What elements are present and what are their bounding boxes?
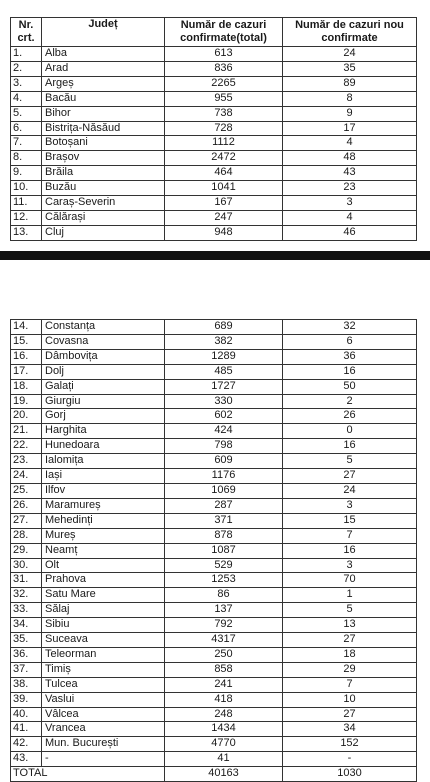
county-name: Argeș	[42, 76, 165, 91]
county-name: Ialomița	[42, 454, 165, 469]
table-row	[11, 752, 417, 767]
row-number: 9.	[11, 166, 42, 181]
total-confirmed-cell: 424	[165, 424, 283, 439]
county-name: Satu Mare	[42, 588, 165, 603]
county-name: Caraș-Severin	[42, 196, 165, 211]
new-confirmed-cell: 8	[283, 91, 417, 106]
row-number: 25.	[11, 483, 42, 498]
header-row	[11, 18, 417, 47]
row-number: 40.	[11, 707, 42, 722]
cases-table-part1	[10, 17, 417, 241]
table-row	[11, 498, 417, 513]
new-confirmed-cell: 13	[283, 618, 417, 633]
total-confirmed: 40163	[165, 767, 283, 782]
row-number: 5.	[11, 106, 42, 121]
table-row	[11, 334, 417, 349]
total-confirmed-cell: 792	[165, 618, 283, 633]
county-name: Cluj	[42, 225, 165, 240]
new-confirmed-cell: 27	[283, 469, 417, 484]
new-confirmed-cell: 34	[283, 722, 417, 737]
total-label: TOTAL	[11, 767, 165, 782]
row-number: 42.	[11, 737, 42, 752]
row-number: 19.	[11, 394, 42, 409]
new-confirmed-cell: 4	[283, 136, 417, 151]
county-name: Giurgiu	[42, 394, 165, 409]
total-confirmed-cell: 738	[165, 106, 283, 121]
row-number: 15.	[11, 334, 42, 349]
row-number: 10.	[11, 181, 42, 196]
new-confirmed-cell: 36	[283, 349, 417, 364]
row-number: 8.	[11, 151, 42, 166]
county-name: Neamț	[42, 543, 165, 558]
total-confirmed-cell: 41	[165, 752, 283, 767]
row-number: 30.	[11, 558, 42, 573]
county-name: Dolj	[42, 364, 165, 379]
total-confirmed-cell: 2265	[165, 76, 283, 91]
total-confirmed-cell: 371	[165, 513, 283, 528]
page-divider	[0, 251, 430, 260]
row-number: 34.	[11, 618, 42, 633]
total-confirmed-cell: 1041	[165, 181, 283, 196]
county-name: -	[42, 752, 165, 767]
new-confirmed-cell: 2	[283, 394, 417, 409]
new-confirmed-cell: 16	[283, 364, 417, 379]
county-name: Suceava	[42, 633, 165, 648]
table-row	[11, 61, 417, 76]
row-number: 23.	[11, 454, 42, 469]
row-number: 39.	[11, 692, 42, 707]
row-number: 14.	[11, 320, 42, 335]
table-row	[11, 647, 417, 662]
total-confirmed-cell: 798	[165, 439, 283, 454]
total-confirmed-cell: 1289	[165, 349, 283, 364]
total-confirmed-cell: 86	[165, 588, 283, 603]
total-confirmed-cell: 728	[165, 121, 283, 136]
table-row	[11, 707, 417, 722]
total-confirmed-cell: 167	[165, 196, 283, 211]
county-name: Alba	[42, 47, 165, 62]
county-name: Mun. București	[42, 737, 165, 752]
table-row	[11, 349, 417, 364]
table-row	[11, 573, 417, 588]
total-confirmed-cell: 4317	[165, 633, 283, 648]
table-row	[11, 364, 417, 379]
total-row	[11, 767, 417, 782]
total-confirmed-cell: 529	[165, 558, 283, 573]
new-confirmed-cell: 3	[283, 498, 417, 513]
row-number: 35.	[11, 633, 42, 648]
header-nr-line1: Nr.	[18, 19, 34, 31]
cases-table-part2	[10, 319, 417, 782]
table-row	[11, 424, 417, 439]
county-name: Bihor	[42, 106, 165, 121]
new-confirmed-cell: 6	[283, 334, 417, 349]
county-name: Brașov	[42, 151, 165, 166]
new-confirmed-cell: 29	[283, 662, 417, 677]
county-name: Constanța	[42, 320, 165, 335]
row-number: 4.	[11, 91, 42, 106]
table-row	[11, 76, 417, 91]
row-number: 31.	[11, 573, 42, 588]
row-number: 36.	[11, 647, 42, 662]
county-name: Arad	[42, 61, 165, 76]
total-confirmed-cell: 137	[165, 603, 283, 618]
new-confirmed-cell: 1	[283, 588, 417, 603]
header-new-line1: Număr de cazuri nou	[295, 19, 404, 31]
header-nr	[11, 18, 42, 47]
header-total-line1: Număr de cazuri	[180, 19, 267, 31]
total-confirmed-cell: 247	[165, 210, 283, 225]
county-name: Vaslui	[42, 692, 165, 707]
new-confirmed-cell: 48	[283, 151, 417, 166]
county-name: Covasna	[42, 334, 165, 349]
new-confirmed-cell: 0	[283, 424, 417, 439]
header-total-line2: confirmate(total)	[180, 32, 267, 44]
table-row	[11, 166, 417, 181]
total-confirmed-cell: 955	[165, 91, 283, 106]
header-total	[165, 18, 283, 47]
row-number: 26.	[11, 498, 42, 513]
new-confirmed-cell: 50	[283, 379, 417, 394]
county-name: Gorj	[42, 409, 165, 424]
county-name: Sibiu	[42, 618, 165, 633]
county-name: Ilfov	[42, 483, 165, 498]
row-number: 12.	[11, 210, 42, 225]
row-number: 3.	[11, 76, 42, 91]
table-row	[11, 692, 417, 707]
new-confirmed-cell: 46	[283, 225, 417, 240]
total-confirmed-cell: 248	[165, 707, 283, 722]
county-name: Brăila	[42, 166, 165, 181]
county-name: Tulcea	[42, 677, 165, 692]
row-number: 16.	[11, 349, 42, 364]
total-confirmed-cell: 250	[165, 647, 283, 662]
county-name: Călărași	[42, 210, 165, 225]
total-confirmed-cell: 1087	[165, 543, 283, 558]
table-row	[11, 543, 417, 558]
county-name: Mureș	[42, 528, 165, 543]
county-name: Buzău	[42, 181, 165, 196]
total-confirmed-cell: 1112	[165, 136, 283, 151]
header-nr-line2: crt.	[17, 32, 35, 44]
total-confirmed-cell: 485	[165, 364, 283, 379]
total-confirmed-cell: 2472	[165, 151, 283, 166]
new-confirmed-cell: 152	[283, 737, 417, 752]
total-new: 1030	[283, 767, 417, 782]
total-confirmed-cell: 287	[165, 498, 283, 513]
total-confirmed-cell: 609	[165, 454, 283, 469]
new-confirmed-cell: 24	[283, 483, 417, 498]
row-number: 33.	[11, 603, 42, 618]
row-number: 43.	[11, 752, 42, 767]
total-confirmed-cell: 418	[165, 692, 283, 707]
row-number: 27.	[11, 513, 42, 528]
header-judet-label: Județ	[88, 18, 118, 30]
table-row	[11, 737, 417, 752]
total-confirmed-cell: 689	[165, 320, 283, 335]
county-name: Botoșani	[42, 136, 165, 151]
table-row	[11, 528, 417, 543]
table-row	[11, 181, 417, 196]
new-confirmed-cell: 3	[283, 196, 417, 211]
row-number: 37.	[11, 662, 42, 677]
table-row	[11, 225, 417, 240]
total-confirmed-cell: 1069	[165, 483, 283, 498]
total-confirmed-cell: 613	[165, 47, 283, 62]
new-confirmed-cell: 27	[283, 633, 417, 648]
header-new-line2: confirmate	[321, 32, 378, 44]
table-row	[11, 151, 417, 166]
county-name: Teleorman	[42, 647, 165, 662]
county-name: Prahova	[42, 573, 165, 588]
new-confirmed-cell: 32	[283, 320, 417, 335]
total-confirmed-cell: 948	[165, 225, 283, 240]
total-confirmed-cell: 836	[165, 61, 283, 76]
new-confirmed-cell: 70	[283, 573, 417, 588]
table-row	[11, 136, 417, 151]
total-confirmed-cell: 1253	[165, 573, 283, 588]
table-row	[11, 588, 417, 603]
table-row	[11, 409, 417, 424]
county-name: Maramureș	[42, 498, 165, 513]
county-name: Iași	[42, 469, 165, 484]
row-number: 24.	[11, 469, 42, 484]
total-confirmed-cell: 1434	[165, 722, 283, 737]
county-name: Mehedinți	[42, 513, 165, 528]
row-number: 13.	[11, 225, 42, 240]
new-confirmed-cell: 89	[283, 76, 417, 91]
new-confirmed-cell: 7	[283, 528, 417, 543]
header-judet	[42, 18, 165, 47]
total-confirmed-cell: 1176	[165, 469, 283, 484]
total-confirmed-cell: 1727	[165, 379, 283, 394]
county-name: Olt	[42, 558, 165, 573]
new-confirmed-cell: 7	[283, 677, 417, 692]
new-confirmed-cell: 5	[283, 603, 417, 618]
table-row	[11, 439, 417, 454]
new-confirmed-cell: 24	[283, 47, 417, 62]
row-number: 17.	[11, 364, 42, 379]
new-confirmed-cell: 16	[283, 439, 417, 454]
total-confirmed-cell: 878	[165, 528, 283, 543]
table-row	[11, 210, 417, 225]
table-row	[11, 558, 417, 573]
table-row	[11, 47, 417, 62]
table-row	[11, 121, 417, 136]
new-confirmed-cell: 15	[283, 513, 417, 528]
county-name: Hunedoara	[42, 439, 165, 454]
new-confirmed-cell: 10	[283, 692, 417, 707]
total-confirmed-cell: 858	[165, 662, 283, 677]
row-number: 38.	[11, 677, 42, 692]
row-number: 22.	[11, 439, 42, 454]
table-row	[11, 722, 417, 737]
county-name: Galați	[42, 379, 165, 394]
table-row	[11, 196, 417, 211]
new-confirmed-cell: 27	[283, 707, 417, 722]
county-name: Sălaj	[42, 603, 165, 618]
row-number: 1.	[11, 47, 42, 62]
table-row	[11, 633, 417, 648]
row-number: 11.	[11, 196, 42, 211]
new-confirmed-cell: 9	[283, 106, 417, 121]
table-row	[11, 106, 417, 121]
table-row	[11, 603, 417, 618]
row-number: 18.	[11, 379, 42, 394]
row-number: 7.	[11, 136, 42, 151]
new-confirmed-cell: 26	[283, 409, 417, 424]
table-row	[11, 454, 417, 469]
new-confirmed-cell: 18	[283, 647, 417, 662]
new-confirmed-cell: 17	[283, 121, 417, 136]
new-confirmed-cell: 43	[283, 166, 417, 181]
new-confirmed-cell: 4	[283, 210, 417, 225]
table-row	[11, 483, 417, 498]
new-confirmed-cell: 16	[283, 543, 417, 558]
table-row	[11, 513, 417, 528]
table-row	[11, 618, 417, 633]
row-number: 28.	[11, 528, 42, 543]
new-confirmed-cell: 23	[283, 181, 417, 196]
new-confirmed-cell: 35	[283, 61, 417, 76]
total-confirmed-cell: 330	[165, 394, 283, 409]
total-confirmed-cell: 4770	[165, 737, 283, 752]
table-row	[11, 662, 417, 677]
table-row	[11, 469, 417, 484]
row-number: 32.	[11, 588, 42, 603]
county-name: Vrancea	[42, 722, 165, 737]
new-confirmed-cell: 5	[283, 454, 417, 469]
county-name: Harghita	[42, 424, 165, 439]
row-number: 20.	[11, 409, 42, 424]
row-number: 29.	[11, 543, 42, 558]
row-number: 21.	[11, 424, 42, 439]
new-confirmed-cell: 3	[283, 558, 417, 573]
table-row	[11, 394, 417, 409]
total-confirmed-cell: 382	[165, 334, 283, 349]
table-row	[11, 677, 417, 692]
table-row	[11, 91, 417, 106]
total-confirmed-cell: 464	[165, 166, 283, 181]
county-name: Dâmbovița	[42, 349, 165, 364]
county-name: Bacău	[42, 91, 165, 106]
county-name: Timiș	[42, 662, 165, 677]
row-number: 6.	[11, 121, 42, 136]
new-confirmed-cell: -	[283, 752, 417, 767]
table-row	[11, 379, 417, 394]
county-name: Vâlcea	[42, 707, 165, 722]
total-confirmed-cell: 241	[165, 677, 283, 692]
row-number: 41.	[11, 722, 42, 737]
county-name: Bistrița-Năsăud	[42, 121, 165, 136]
total-confirmed-cell: 602	[165, 409, 283, 424]
table-row	[11, 320, 417, 335]
header-new	[283, 18, 417, 47]
row-number: 2.	[11, 61, 42, 76]
